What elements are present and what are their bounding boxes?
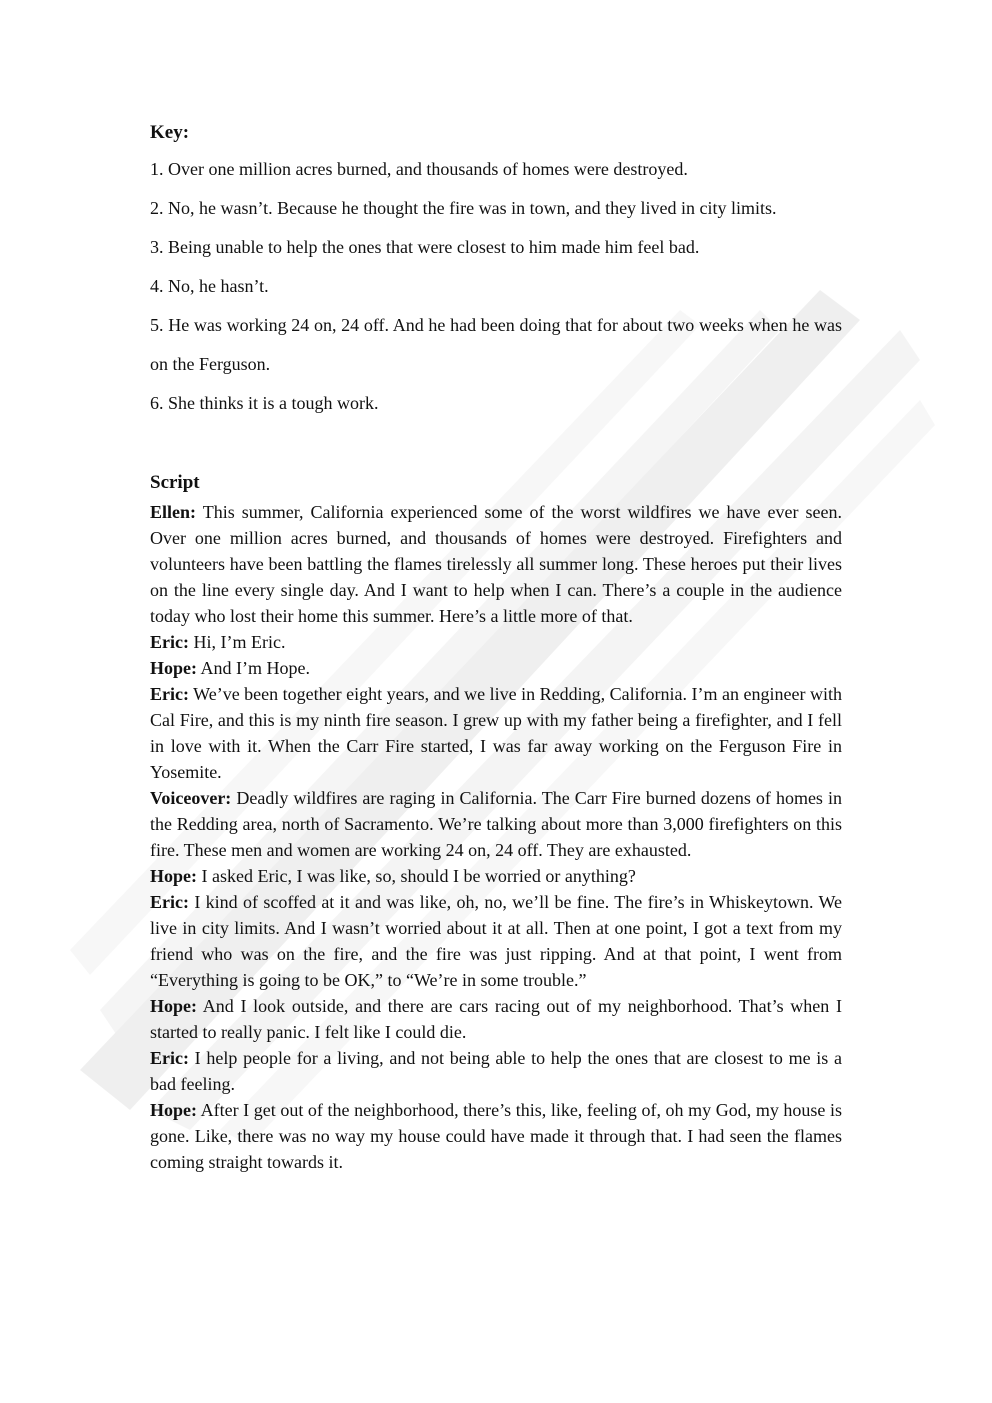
line-text: I help people for a living, and not being able to help the ones that are closest to me is a bad feeling. — [150, 1048, 842, 1094]
line-text: After I get out of the neighborhood, there’s this, like, feeling of, oh my God, my house is gone. Like, there was no way my house could have made it through that. I had seen the flames coming straight towards it. — [150, 1100, 842, 1172]
answer-item: 4. No, he hasn’t. — [150, 276, 269, 296]
answer-item: 1. Over one million acres burned, and thousands of homes were destroyed. — [150, 159, 688, 179]
speaker-name: Hope: — [150, 996, 197, 1016]
speaker-name: Hope: — [150, 1100, 197, 1120]
line-text: I asked Eric, I was like, so, should I be worried or anything? — [197, 866, 636, 886]
script-line — [150, 785, 842, 863]
script-body — [150, 499, 842, 1175]
script-line — [150, 889, 842, 993]
speaker-name: Hope: — [150, 658, 197, 678]
line-text: This summer, California experienced some of the worst wildfires we have ever seen. Over one million acres burned, and thousands of homes were destroyed. Firefighters and volunteers have been battling the flames tirelessly all summer long. These heroes put their lives on the line every single day. And I want to help when I can. There’s a couple in the audience today who lost their home this summer. Here’s a little more of that. — [150, 502, 842, 626]
speaker-name: Eric: — [150, 632, 189, 652]
line-text: And I look outside, and there are cars racing out of my neighborhood. That’s when I started to really panic. I felt like I could die. — [150, 996, 842, 1042]
script-line — [150, 1097, 842, 1175]
script-line — [150, 863, 842, 889]
speaker-name: Eric: — [150, 1048, 189, 1068]
script-line — [150, 681, 842, 785]
answer-item: 6. She thinks it is a tough work. — [150, 393, 379, 413]
speaker-name: Hope: — [150, 866, 197, 886]
line-text: Deadly wildfires are raging in California. The Carr Fire burned dozens of homes in the Redding area, north of Sacramento. We’re talking about more than 3,000 firefighters on this fire. These men and women are working 24 on, 24 off. They are exhausted. — [150, 788, 842, 860]
script-line — [150, 629, 842, 655]
speaker-name: Eric: — [150, 892, 189, 912]
answer-item: 2. No, he wasn’t. Because he thought the fire was in town, and they lived in city limits. — [150, 198, 777, 218]
script-line — [150, 1045, 842, 1097]
speaker-name: Eric: — [150, 684, 189, 704]
answer-item: 5. He was working 24 on, 24 off. And he had been doing that for about two weeks when he was on the Ferguson. — [150, 315, 842, 374]
script-heading: Script — [150, 472, 200, 493]
key-heading: Key: — [150, 122, 190, 143]
page-content — [150, 118, 842, 1175]
script-line — [150, 655, 842, 681]
answer-list — [150, 150, 842, 423]
line-text: Hi, I’m Eric. — [188, 632, 286, 652]
speaker-name: Voiceover: — [150, 788, 232, 808]
speaker-name: Ellen: — [150, 502, 197, 522]
script-line — [150, 499, 842, 629]
line-text: And I’m Hope. — [197, 658, 310, 678]
script-line — [150, 993, 842, 1045]
line-text: We’ve been together eight years, and we live in Redding, California. I’m an engineer with Cal Fire, and this is my ninth fire season. I grew up with my father being a firefighter, and I fell in love with it. When the Carr Fire started, I was far away working on the Ferguson Fire in Yosemite. — [150, 684, 842, 782]
line-text: I kind of scoffed at it and was like, oh, no, we’ll be fine. The fire’s in Whiskeytown. We live in city limits. And I wasn’t worried about it at all. Then at one point, I got a text from my friend who was on the fire, and the fire was just ripping. And at that point, I went from “Everything is going to be OK,” to “We’re in some trouble.” — [150, 892, 842, 990]
answer-item: 3. Being unable to help the ones that were closest to him made him feel bad. — [150, 237, 700, 257]
